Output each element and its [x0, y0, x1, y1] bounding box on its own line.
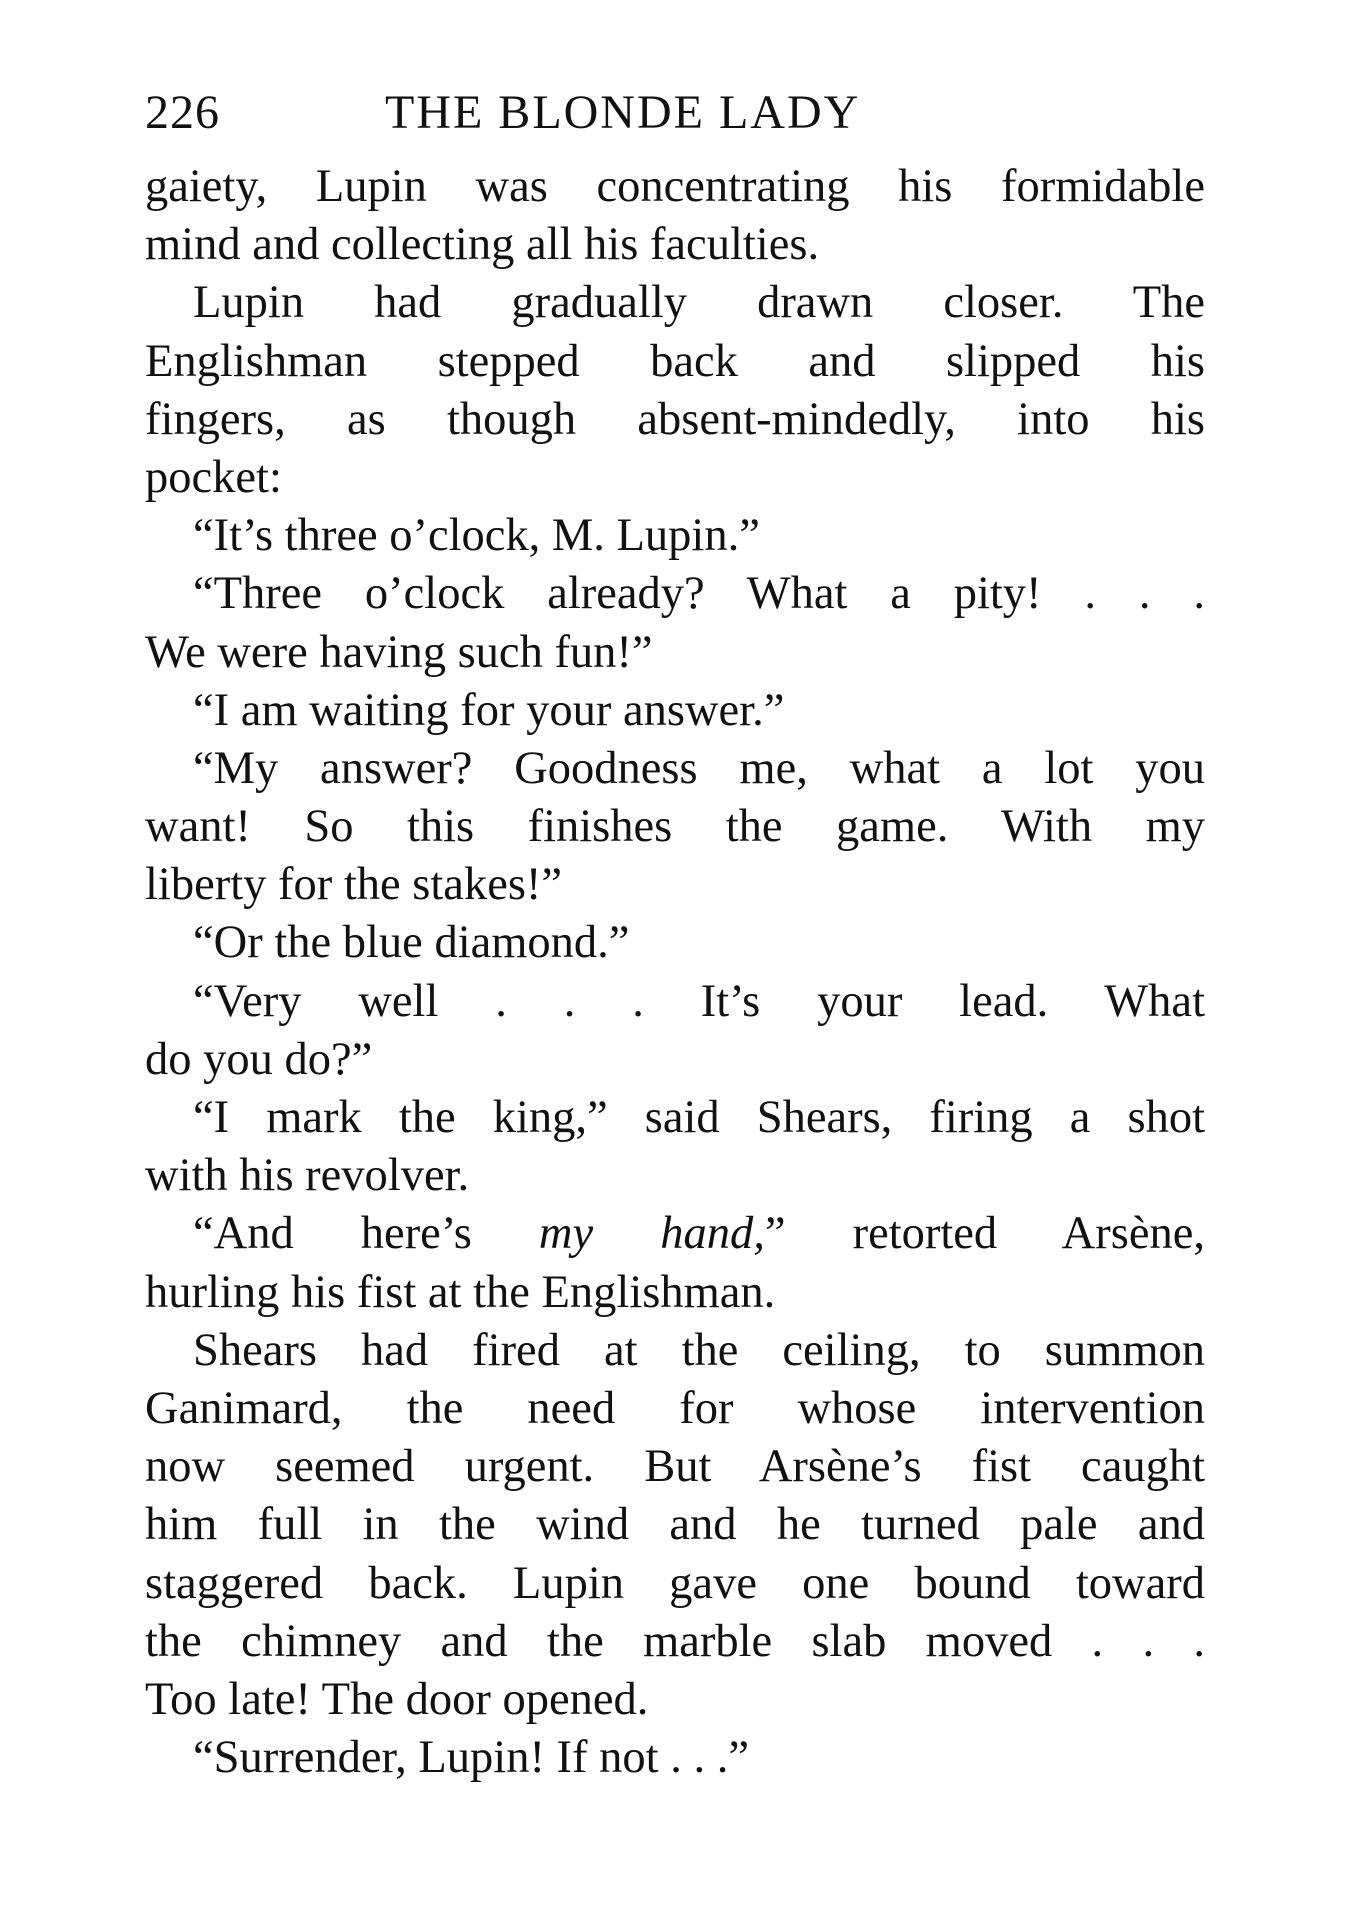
text-segment: liberty for the stakes!” [145, 859, 563, 911]
text-segment: him full in the wind and he turned pale and [145, 1499, 1205, 1551]
text-segment: “I mark the king,” said Shears, firing a shot [193, 1092, 1205, 1143]
text-segment: staggered back. Lupin gave one bound toward [145, 1557, 1205, 1609]
body-text [145, 158, 1205, 1787]
text-segment: with his revolver. [145, 1150, 470, 1202]
text-line [145, 973, 1205, 1031]
text-segment: want! So this finishes the game. With my [145, 801, 1205, 853]
text-line [145, 740, 1205, 798]
text-segment: Englishman stepped back and slipped his [145, 335, 1205, 387]
text-segment: mind and collecting all his faculties. [145, 219, 820, 271]
text-line [145, 391, 1205, 449]
text-segment: “My answer? Goodness me, what a lot you [193, 742, 1205, 794]
text-line [145, 1613, 1205, 1671]
text-segment: Too late! The door opened. [145, 1673, 649, 1725]
text-line [145, 624, 1205, 682]
text-line [145, 798, 1205, 856]
text-segment: do you do?” [145, 1033, 373, 1085]
text-line [145, 158, 1205, 216]
text-segment: pocket: [145, 451, 282, 503]
text-line [145, 1380, 1205, 1438]
running-head [145, 78, 1205, 148]
text-segment: “Three o’clock already? What a pity! . . . [193, 568, 1205, 620]
page-number: 226 [145, 86, 220, 139]
text-line [145, 333, 1205, 391]
text-segment: gaiety, Lupin was concentrating his formidable [145, 161, 1205, 212]
text-line [145, 216, 1205, 274]
text-segment: Lupin had gradually drawn closer. The [193, 277, 1205, 329]
text-segment: Ganimard, the need for whose intervention [145, 1382, 1205, 1434]
text-segment: now seemed urgent. But Arsène’s fist caught [145, 1441, 1205, 1493]
text-segment: Shears had fired at the ceiling, to summon [193, 1324, 1205, 1376]
italic-text-segment: my hand, [538, 1208, 765, 1260]
text-line [145, 1496, 1205, 1554]
text-line [145, 1729, 1205, 1787]
text-segment: fingers, as though absent-mindedly, into his [145, 393, 1205, 445]
text-segment: We were having such fun!” [145, 626, 653, 678]
text-segment: “I am waiting for your answer.” [193, 684, 785, 736]
text-line [145, 565, 1205, 623]
text-line [145, 1555, 1205, 1613]
text-segment: “Surrender, Lupin! If not . . .” [193, 1732, 749, 1784]
text-segment: “And here’s [193, 1208, 539, 1260]
text-line [145, 682, 1205, 740]
text-line [145, 449, 1205, 507]
text-line [145, 1147, 1205, 1205]
text-line [145, 1438, 1205, 1496]
text-line [145, 274, 1205, 332]
text-segment: “Very well . . . It’s your lead. What [193, 975, 1205, 1027]
text-segment: hurling his fist at the Englishman. [145, 1266, 776, 1318]
text-line [145, 1322, 1205, 1380]
text-segment: “It’s three o’clock, M. Lupin.” [193, 510, 760, 562]
text-line [145, 1031, 1205, 1089]
text-segment: “Or the blue diamond.” [193, 917, 630, 969]
text-line [145, 1264, 1205, 1322]
text-line [145, 1089, 1205, 1147]
text-line [145, 914, 1205, 972]
running-title: THE BLONDE LADY [385, 86, 861, 139]
text-line [145, 1205, 1205, 1263]
book-page [145, 78, 1205, 1787]
text-line [145, 1671, 1205, 1729]
text-segment: the chimney and the marble slab moved . . . [145, 1615, 1205, 1667]
text-line [145, 856, 1205, 914]
text-line [145, 507, 1205, 565]
text-segment: ” retorted Arsène, [764, 1208, 1205, 1260]
